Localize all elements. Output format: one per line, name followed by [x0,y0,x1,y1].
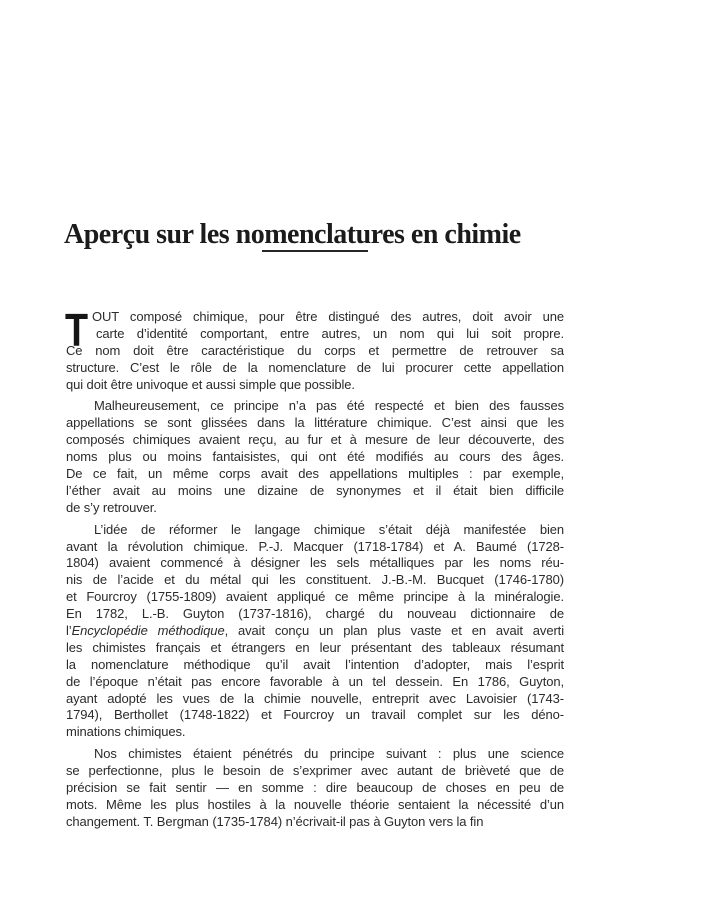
text-line [66,724,564,741]
title-divider [262,250,368,252]
text-line [66,707,564,724]
text-line [66,691,564,708]
text-segment: précision se fait sentir — en somme : dire beaucoup de choses en peu de [66,780,564,796]
text-segment: Nos chimistes étaient pénétrés du principe suivant : plus une science [94,746,564,762]
text-line [66,415,564,432]
text-column [66,0,564,908]
text-segment: qui doit être univoque et aussi simple que possible. [66,376,355,392]
text-segment: OUT composé chimique, pour être distingué des autres, doit avoir une [92,309,564,324]
text-line [66,466,564,483]
text-line [66,432,564,449]
text-line [66,763,564,780]
text-segment: structure. C’est le rôle de la nomenclature de lui procurer cette appellation [66,359,564,375]
paragraph [66,398,564,516]
text-line [66,797,564,814]
text-segment: ayant adopté les vues de la chimie nouvelle, entreprit avec Lavoisier (1743- [66,690,564,706]
text-segment: De ce fait, un même corps avait des appellations multiples : par exemple, [66,466,564,482]
text-segment: Ce nom doit être caractéristique du corps et permettre de retrouver sa [66,342,564,358]
text-segment: En 1782, L.-B. Guyton (1737-1816), chargé du nouveau dictionnaire de [66,606,564,622]
text-line [66,360,564,377]
text-line [66,522,564,539]
text-segment: se perfectionne, plus le besoin de s’exprimer avec autant de brièveté que de [66,763,564,779]
text-line [66,589,564,606]
text-line [66,309,564,326]
text-segment: noms plus ou moins fantaisistes, qui ont été modifiés au cours des âges. [66,449,564,465]
text-segment: 1804) avaient commencé à désigner les sels métalliques par les noms réu- [66,555,564,571]
text-line [66,483,564,500]
text-segment: de s’y retrouver. [66,499,157,515]
text-line [66,449,564,466]
text-segment: changement. T. Bergman (1735-1784) n’écrivait-il pas à Guyton vers la fin [66,813,484,829]
text-segment: composés chimiques avaient reçu, au fur et à mesure de leur découverte, des [66,432,564,448]
text-segment: l’ [66,623,72,639]
text-segment: L’idée de réformer le langage chimique s’était déjà manifestée bien [94,521,564,537]
text-line [66,398,564,415]
text-line [66,572,564,589]
text-segment: nis de l’acide et du métal qui les constituent. J.-B.-M. Bucquet (1746-1780) [66,572,564,588]
text-line [66,343,564,360]
drop-cap: T [65,304,88,356]
text-line [66,674,564,691]
paragraph [66,522,564,742]
text-line [66,746,564,763]
text-line [66,500,564,517]
text-line [66,623,564,640]
italic-text-segment: Encyclopédie méthodique [71,623,225,639]
text-line [66,377,564,394]
article-body [65,304,564,836]
text-segment: Malheureusement, ce principe n’a pas été respecté et bien des fausses [94,398,564,414]
text-segment: , avait conçu un plan plus vaste et en avait averti [224,623,564,639]
paragraph [65,304,564,393]
text-line [66,657,564,674]
text-segment: avant la révolution chimique. P.-J. Macquer (1718-1784) et A. Baumé (1728- [66,538,564,554]
text-line [66,780,564,797]
text-line [66,555,564,572]
page-title: Aperçu sur les nomenclatures en chimie [64,218,521,250]
text-segment: carte d’identité comportant, entre autres, un nom qui lui soit propre. [96,325,564,341]
text-segment: de l’époque n’était pas encore favorable à un tel dessein. En 1786, Guyton, [66,673,564,689]
text-segment: mots. Même les plus hostiles à la nouvelle théorie sentaient la nécessité d’un [66,796,564,812]
text-segment: et Fourcroy (1755-1809) avaient appliqué ce même principe à la minéralogie. [66,589,564,605]
text-segment: la nomenclature méthodique qu’il avait l’intention d’adopter, mais l’esprit [66,656,564,672]
text-line [66,640,564,657]
text-segment: 1794), Berthollet (1748-1822) et Fourcroy un travail complet sur les déno- [66,707,564,723]
text-line [66,326,564,343]
text-line [66,606,564,623]
text-segment: minations chimiques. [66,724,186,740]
paragraph [66,746,564,830]
text-line [66,814,564,831]
text-segment: les chimistes français et étrangers en leur présentant des tableaux résumant [66,639,564,655]
text-line [66,539,564,556]
text-segment: l’éther avait au moins une dizaine de synonymes et il était bien difficile [66,482,564,498]
text-segment: appellations se sont glissées dans la littérature chimique. C’est ainsi que les [66,415,564,431]
